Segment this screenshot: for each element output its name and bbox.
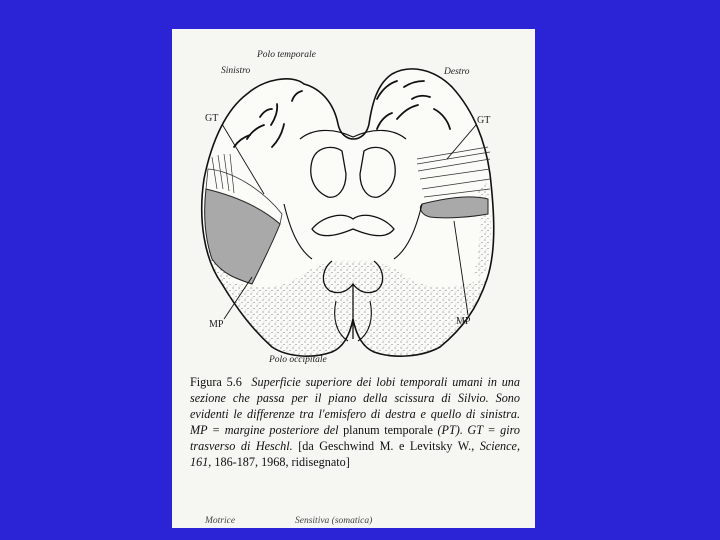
caption-text-6: 186-187, 1968, ridisegnato] [211, 455, 350, 469]
figure-caption [190, 374, 520, 470]
label-destro: Destro [444, 67, 470, 77]
label-sinistro: Sinistro [221, 66, 251, 76]
caption-text-1: Superficie superiore dei lobi temporali umani in una sezione che passa per il piano della scissura di Silvio. Sono evidenti le differenze tra l'emisfero di destra e quello di sinistra. MP = margine posteriore del [190, 375, 520, 437]
caption-text-3: (PT). GT = giro trasverso di Heschl. [190, 423, 520, 453]
caption-figure-number: Figura 5.6 [190, 375, 242, 389]
footer-left-cut: Motrice [205, 516, 236, 526]
brain-section-drawing [172, 29, 535, 374]
caption-text-4: [da Geschwind M. e Levitsky W., [292, 439, 480, 453]
label-mp-right: MP [456, 316, 471, 327]
label-polo-occipitale: Polo occipitale [269, 355, 327, 365]
label-mp-left: MP [209, 319, 224, 330]
label-gt-right: GT [477, 115, 491, 126]
book-page [172, 29, 535, 528]
caption-text-2: planum temporale [338, 423, 438, 437]
footer-right-cut: Sensitiva (somatica) [295, 516, 373, 526]
label-gt-left: GT [205, 113, 219, 124]
caption-text-5: Science, 161, [190, 439, 521, 469]
label-polo-temporale: Polo temporale [257, 50, 316, 60]
